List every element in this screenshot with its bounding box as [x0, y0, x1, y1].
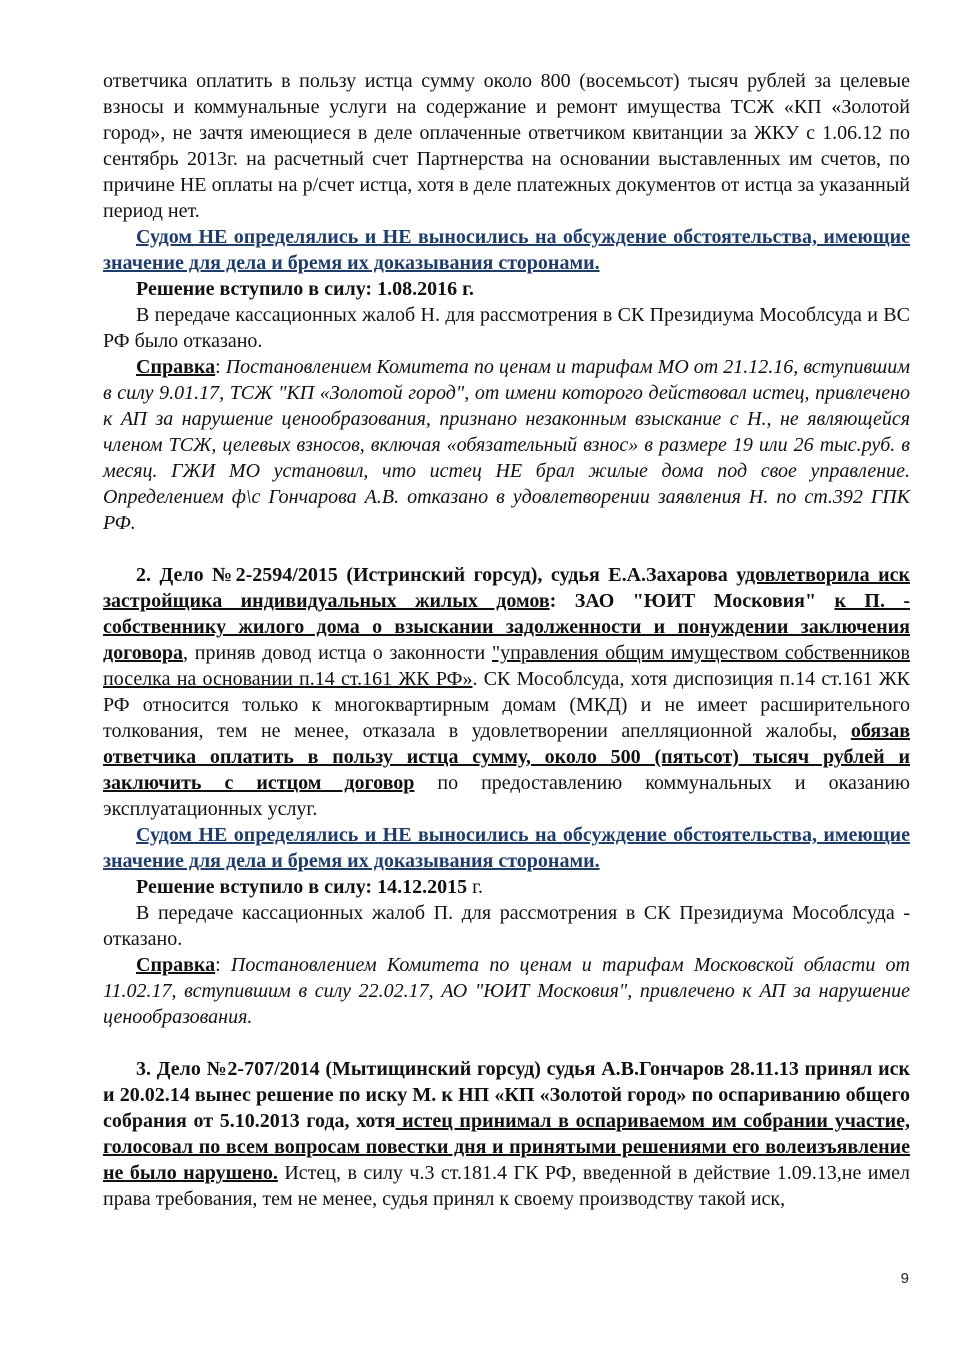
page-number: 9 [900, 1270, 909, 1287]
decision-1: Решение вступило в силу: 1.08.2016 г. [136, 278, 474, 300]
reference-label-2: Справка [136, 954, 216, 976]
decision-2-text: Решение вступило в силу: 14.12.2015 [136, 876, 468, 898]
case-2 [103, 562, 910, 822]
case-2-underlined-2: к П. - собственнику жилого дома о взыскании задолженности и понуждении заключения договора [103, 590, 910, 664]
case-2-underlined-3: "управления общим имуществом собственников поселка на основании п.14 ст.161 ЖК РФ» [103, 642, 910, 690]
reference-text-2: Постановлением Комитета по ценам и тарифам Московской области от 11.02.17, вступившим в силу 22.02.17, АО "ЮИТ Московия", привлечено к АП за нарушение ценообразования. [103, 954, 910, 1028]
case-2-underlined-4: обязав ответчика оплатить в пользу истца сумму, около 500 (пятьсот) тысяч рублей и заключить с истцом договор [103, 720, 910, 794]
decision-2 [103, 874, 910, 900]
case-3-underlined-1: истец принимал в оспариваемом им собрании участие, голосовал по всем вопросам повестки дня и принятыми решениями его волеизъявление не было нарушено. [103, 1110, 910, 1184]
reference-colon-2: : [215, 954, 231, 976]
case-2-plaintiff: : ЗАО "ЮИТ Московия" [549, 590, 835, 612]
case-2-text-3: по предоставлению коммунальных и оказанию эксплуатационных услуг. [103, 772, 910, 820]
case-2-text-1: , приняв довод истца о законности [183, 642, 492, 664]
decision-2-tail: г. [467, 876, 484, 898]
case-2-heading: 2. Дело №2-2594/2015 (Истринский горсуд), судья Е.А.Захарова [136, 564, 728, 586]
reference-colon-1: : [215, 356, 226, 378]
case-2-text-2: . СК Мособлсуда, хотя диспозиция п.14 ст.161 ЖК РФ относится только к многоквартирным домам (МКД) и не имеет расширительного толкования, тем не менее, отказала в удовлетворении апелляционной жалобы, [103, 668, 910, 742]
reference-label-1: Справка [136, 356, 216, 378]
reference-text-1: Постановлением Комитета по ценам и тарифам МО от 21.12.16, вступившим в силу 9.01.17, ТСЖ "КП «Золотой город", от имени которого действовал истец, привлечено к АП за нарушение ценообразования, признано незаконным взыскание с Н., не являющейся членом ТСЖ, целевых взносов, включая «обязательный взнос» в размере 19 или 26 тыс.руб. в месяц. ГЖИ МО установил, что истец НЕ брал жилые дома под свое управление. Определением ф\с Гончарова А.В. отказано в удовлетворении заявления Н. по ст.392 ГПК РФ. [103, 356, 910, 534]
court-note-2: Судом НЕ определялись и НЕ выносились на обсуждение обстоятельства, имеющие значение для дела и бремя их доказывания сторонами. [103, 824, 910, 872]
case-2-underlined-1: удовлетворила иск застройщика индивидуальных жилых домов [103, 564, 911, 612]
reference-1 [103, 354, 910, 536]
cassation-1: В передаче кассационных жалоб Н. для рассмотрения в СК Президиума Мособлсуда и ВС РФ было отказано. [103, 304, 910, 352]
case-3 [103, 1056, 910, 1212]
reference-2 [103, 952, 910, 1030]
paragraph-continuation: ответчика оплатить в пользу истца сумму около 800 (восемьсот) тысяч рублей за целевые взносы и коммунальные услуги на содержание и ремонт имущества ТСЖ «КП «Золотой город», не зачтя имеющиеся в деле оплаченные ответчиком квитанции за ЖКУ с 1.06.12 по сентябрь 2013г. на расчетный счет Партнерства на основании выставленных им счетов, по причине НЕ оплаты на р/счет истца, хотя в деле платежных документов от истца за указанный период нет. [103, 70, 910, 222]
case-3-text-1: Истец, в силу ч.3 ст.181.4 ГК РФ, введенной в действие 1.09.13,не имел права требования, тем не менее, судья принял к своему производству такой иск, [103, 1162, 911, 1210]
cassation-2: В передаче кассационных жалоб П. для рассмотрения в СК Президиума Мособлсуда - отказано. [103, 902, 910, 950]
case-3-heading: 3. Дело №2-707/2014 (Мытищинский горсуд) судья А.В.Гончаров 28.11.13 принял иск и 20.02.14 вынес решение по иску М. к НП «КП «Золотой город» по оспариванию общего собрания от 5.10.2013 года, хотя [103, 1058, 910, 1132]
document-page [103, 68, 910, 1212]
court-note-1: Судом НЕ определялись и НЕ выносились на обсуждение обстоятельства, имеющие значение для дела и бремя их доказывания сторонами. [103, 226, 910, 274]
